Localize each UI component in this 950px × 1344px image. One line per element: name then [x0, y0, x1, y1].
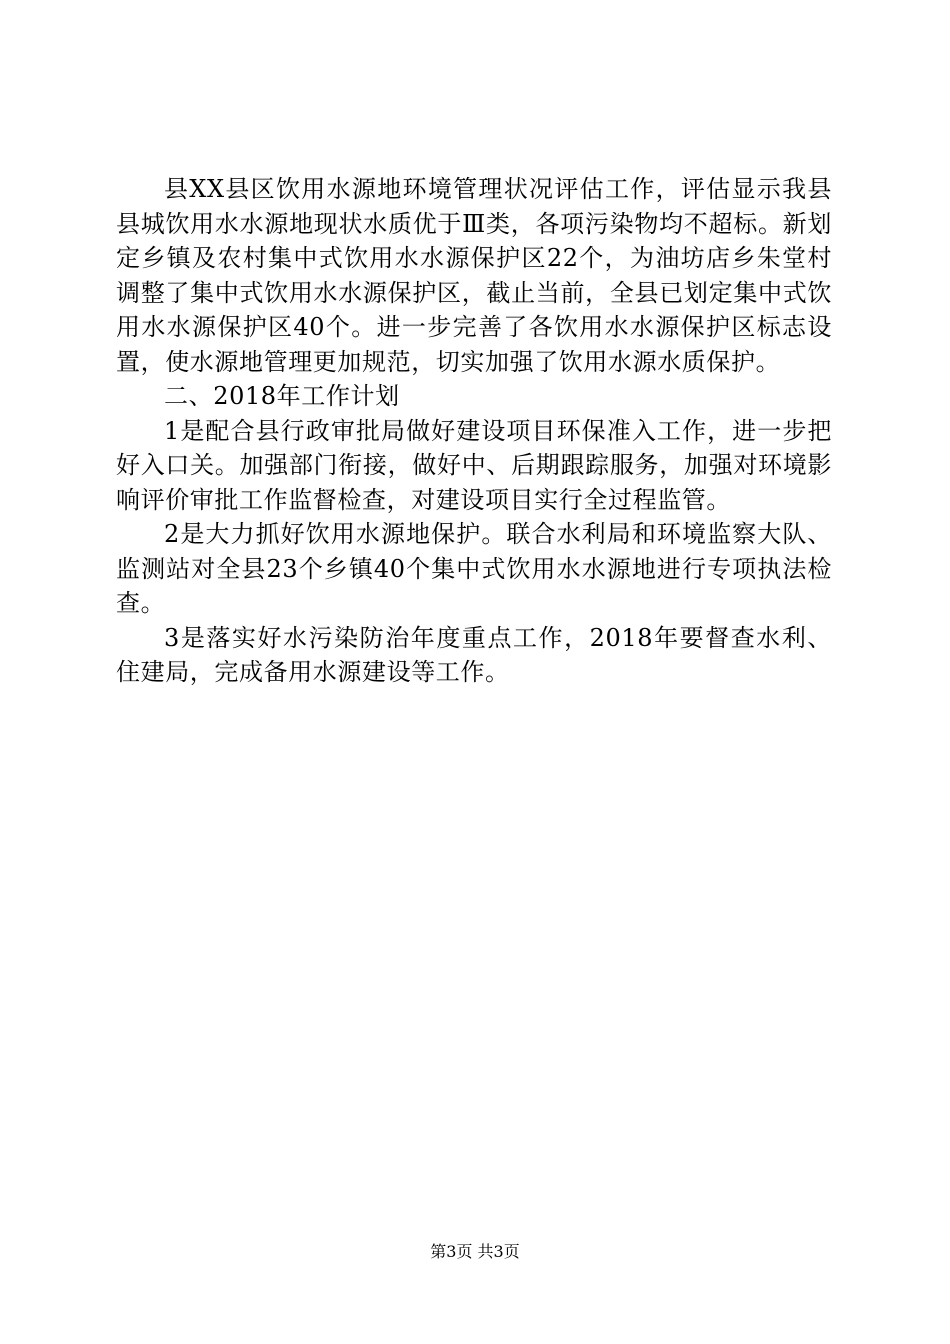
paragraph-plan-item-1: 1是配合县行政审批局做好建设项目环保准入工作，进一步把好入口关。加强部门衔接，做好中、后期跟踪服务，加强对环境影响评价审批工作监督检查，对建设项目实行全过程监管。 [116, 416, 832, 514]
page-number: 第3页 共3页 [430, 1242, 520, 1261]
paragraph-plan-item-3: 3是落实好水污染防治年度重点工作，2018年要督查水利、住建局，完成备用水源建设等工作。 [116, 623, 832, 686]
page-footer [0, 1242, 950, 1262]
paragraph-water-source-assessment: 县XX县区饮用水源地环境管理状况评估工作，评估显示我县县城饮用水水源地现状水质优于Ⅲ类，各项污染物均不超标。新划定乡镇及农村集中式饮用水水源保护区22个，为油坊店乡朱堂村调整了集中式饮用水水源保护区，截止当前，全县已划定集中式饮用水水源保护区40个。进一步完善了各饮用水水源保护区标志设置，使水源地管理更加规范，切实加强了饮用水源水质保护。 [116, 175, 832, 376]
document-body [116, 172, 832, 690]
section-heading-work-plan: 二、2018年工作计划 [164, 382, 400, 410]
paragraph-plan-item-2: 2是大力抓好饮用水源地保护。联合水利局和环境监察大队、监测站对全县23个乡镇40个集中式饮用水水源地进行专项执法检查。 [116, 520, 832, 617]
